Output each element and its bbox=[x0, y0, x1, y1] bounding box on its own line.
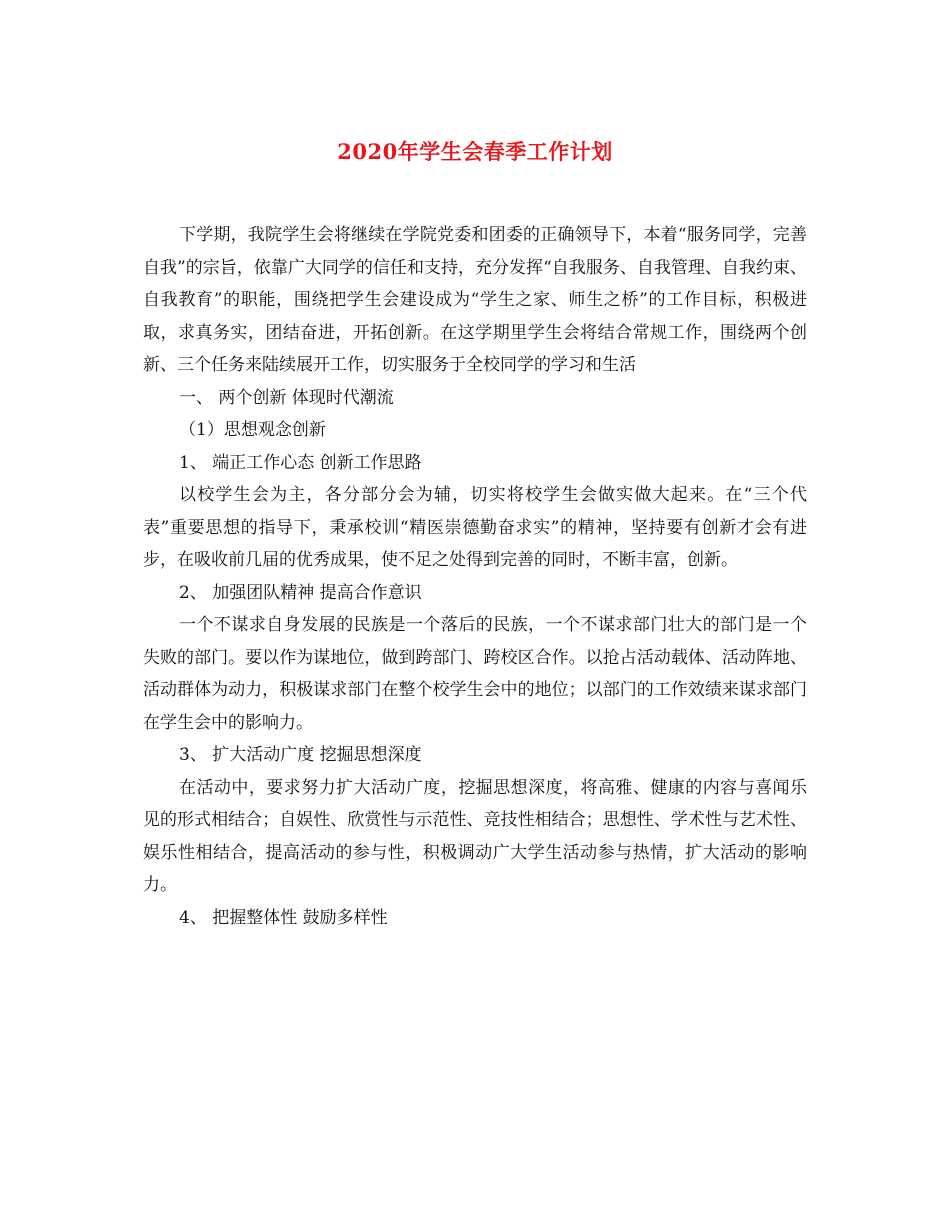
subsection-heading-1: （1）思想观念创新 bbox=[179, 420, 326, 440]
item-paragraph-2: 一个不谋求自身发展的民族是一个落后的民族，一个不谋求部门壮大的部门是一个失败的部门。要以作为谋地位，做到跨部门、跨校区合作。以抢占活动载体、活动阵地、活动群体为动力，积极谋求部门在整个校学生会中的地位；以部门的工作效绩来谋求部门在学生会中的影响力。 bbox=[143, 615, 807, 733]
item-heading-1: 1、 端正工作心态 创新工作思路 bbox=[179, 452, 422, 473]
item-heading-2: 2、 加强团队精神 提高合作意识 bbox=[179, 582, 422, 603]
item-paragraph-1: 以校学生会为主，各分部分会为辅，切实将校学生会做实做大起来。在“三个代表”重要思想的指导下，秉承校训“精医崇德勤奋求实”的精神，坚持要有创新才会有进步，在吸收前几届的优秀成果，使不足之处得到完善的同时，不断丰富，创新。 bbox=[143, 485, 807, 570]
item-heading-3: 3、 扩大活动广度 挖掘思想深度 bbox=[179, 745, 422, 765]
section-heading-1: 一、 两个创新 体现时代潮流 bbox=[179, 387, 394, 408]
document-body bbox=[143, 219, 807, 934]
item-paragraph-3: 在活动中，要求努力扩大活动广度，挖掘思想深度，将高雅、健康的内容与喜闻乐见的形式相结合；自娱性、欣赏性与示范性、竞技性相结合；思想性、学术性与艺术性、娱乐性相结合，提高活动的参与性，积极调动广大学生活动参与热情，扩大活动的影响力。 bbox=[143, 777, 807, 895]
item-heading-4: 4、 把握整体性 鼓励多样性 bbox=[179, 907, 388, 928]
document-title: 2020年学生会春季工作计划 bbox=[337, 139, 613, 164]
intro-paragraph: 下学期，我院学生会将继续在学院党委和团委的正确领导下，本着“服务同学，完善自我”的宗旨，依靠广大同学的信任和支持，充分发挥“自我服务、自我管理、自我约束、自我教育”的职能，围绕把学生会建设成为“学生之家、师生之桥”的工作目标，积极进取，求真务实，团结奋进，开拓创新。在这学期里学生会将结合常规工作，围绕两个创新、三个任务来陆续展开工作，切实服务于全校同学的学习和生活 bbox=[143, 225, 807, 375]
